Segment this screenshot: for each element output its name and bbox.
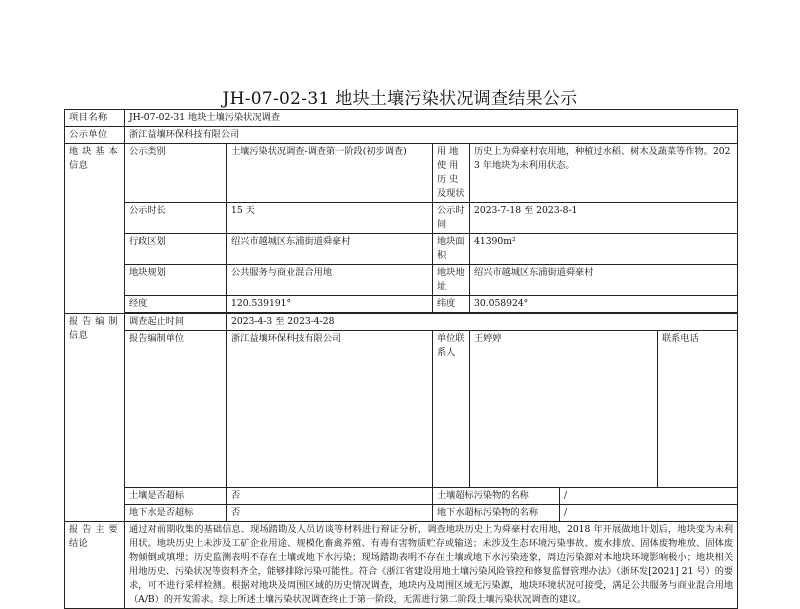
row-soil-exceed [65,488,738,505]
area-value: 41390m² [470,234,738,265]
period-label: 调查起止时间 [125,314,227,331]
conclusion-section-label: 报 告 主 要 结论 [65,522,125,609]
latitude-label: 纬度 [433,296,470,313]
district-label: 行政区划 [125,234,227,265]
soil-pollutant-value: / [560,488,738,505]
report-unit-label: 报告编制单位 [125,331,227,488]
district-value: 绍兴市越城区东浦街道舜豪村 [227,234,433,265]
row-conclusion [65,522,738,609]
plan-value: 公共服务与商业混合用地 [227,265,433,296]
groundwater-exceed-value: 否 [227,505,433,522]
land-use-label: 用 地 使 用 历 史及现状 [433,144,470,203]
groundwater-exceed-label: 地下水是否超标 [125,505,227,522]
row-duration [65,203,738,234]
project-name-label: 项目名称 [65,110,125,127]
disclosure-time-label: 公示时间 [433,203,470,234]
phone-label: 联系电话 [658,331,738,488]
row-coordinates [65,296,738,313]
duration-label: 公示时长 [125,203,227,234]
report-unit-value: 浙江益壤环保科技有限公司 [227,331,433,488]
row-groundwater-exceed [65,505,738,522]
category-value: 土壤污染状况调查-调查第一阶段(初步调查) [227,144,433,203]
row-district [65,234,738,265]
land-use-value: 历史上为舜豪村农用地，种植过水稻、树木及蔬菜等作物。2023 年地块为未利用状态。 [470,144,738,203]
address-value: 绍兴市越城区东浦街道舜豪村 [470,265,738,296]
site-info-section-label: 地 块 基 本 信息 [65,144,125,314]
plan-label: 地块规划 [125,265,227,296]
period-value: 2023-4-3 至 2023-4-28 [227,314,738,331]
groundwater-pollutant-label: 地下水超标污染物的名称 [433,505,560,522]
conclusion-text: 通过对前期收集的基础信息、现场踏勘及人员访谈等材料进行辩证分析，调查地块历史上为舜豪村农用地，2018 年开展做地计划后，地块变为未利用状。地块历史上未涉及工矿企业用途、规模化畜禽养殖、有毒有害物质贮存或输送；未涉及生态环境污染事故、废水排放、固体废物堆放、固体废物倾倒或填埋；历史监测表明不存在土壤或地下水污染；现场踏勘表明不存在土壤或地下水污染迹象，周边污染源对本地块环境影响极小；地块相关用地历史、污染状况等资料齐全，能够排除污染可能性。符合《浙江省建设用地土壤污染风险管控和修复监督管理办法》（浙环发[2021] 21 号）的要求，可不进行采样检测。根据对地块及周围区域的历史情况调查，地块内及周围区域无污染源，地块环境状况可接受，满足公共服务与商业混合用地（A/B）的开发需求。综上所述土壤污染状况调查终止于第一阶段，无需进行第二阶段土壤污染状况调查的建议。 [125,522,738,609]
report-info-section-label: 报 告 编 制 信息 [65,314,125,522]
row-report-unit [65,331,738,488]
duration-value: 15 天 [227,203,433,234]
row-project [65,110,738,127]
address-label: 地块地址 [433,265,470,296]
row-report-period [65,314,738,331]
soil-exceed-value: 否 [227,488,433,505]
contact-label: 单位联系人 [433,331,470,488]
project-name-value: JH-07-02-31 地块土壤污染状况调查 [125,110,738,127]
row-site-category [65,144,738,203]
groundwater-pollutant-value: / [560,505,738,522]
latitude-value: 30.058924° [470,296,738,313]
category-label: 公示类别 [125,144,227,203]
disclosure-time-value: 2023-7-18 至 2023-8-1 [470,203,738,234]
disclosure-table [64,109,738,609]
publisher-label: 公示单位 [65,127,125,144]
row-publisher [65,127,738,144]
longitude-label: 经度 [125,296,227,313]
page-title: JH-07-02-31 地块土壤污染状况调查结果公示 [222,89,578,109]
soil-exceed-label: 土壤是否超标 [125,488,227,505]
area-label: 地块面积 [433,234,470,265]
row-plan [65,265,738,296]
soil-pollutant-label: 土壤超标污染物的名称 [433,488,560,505]
contact-value: 王婷婷 [470,331,658,488]
longitude-value: 120.539191° [227,296,433,313]
publisher-value: 浙江益壤环保科技有限公司 [125,127,738,144]
